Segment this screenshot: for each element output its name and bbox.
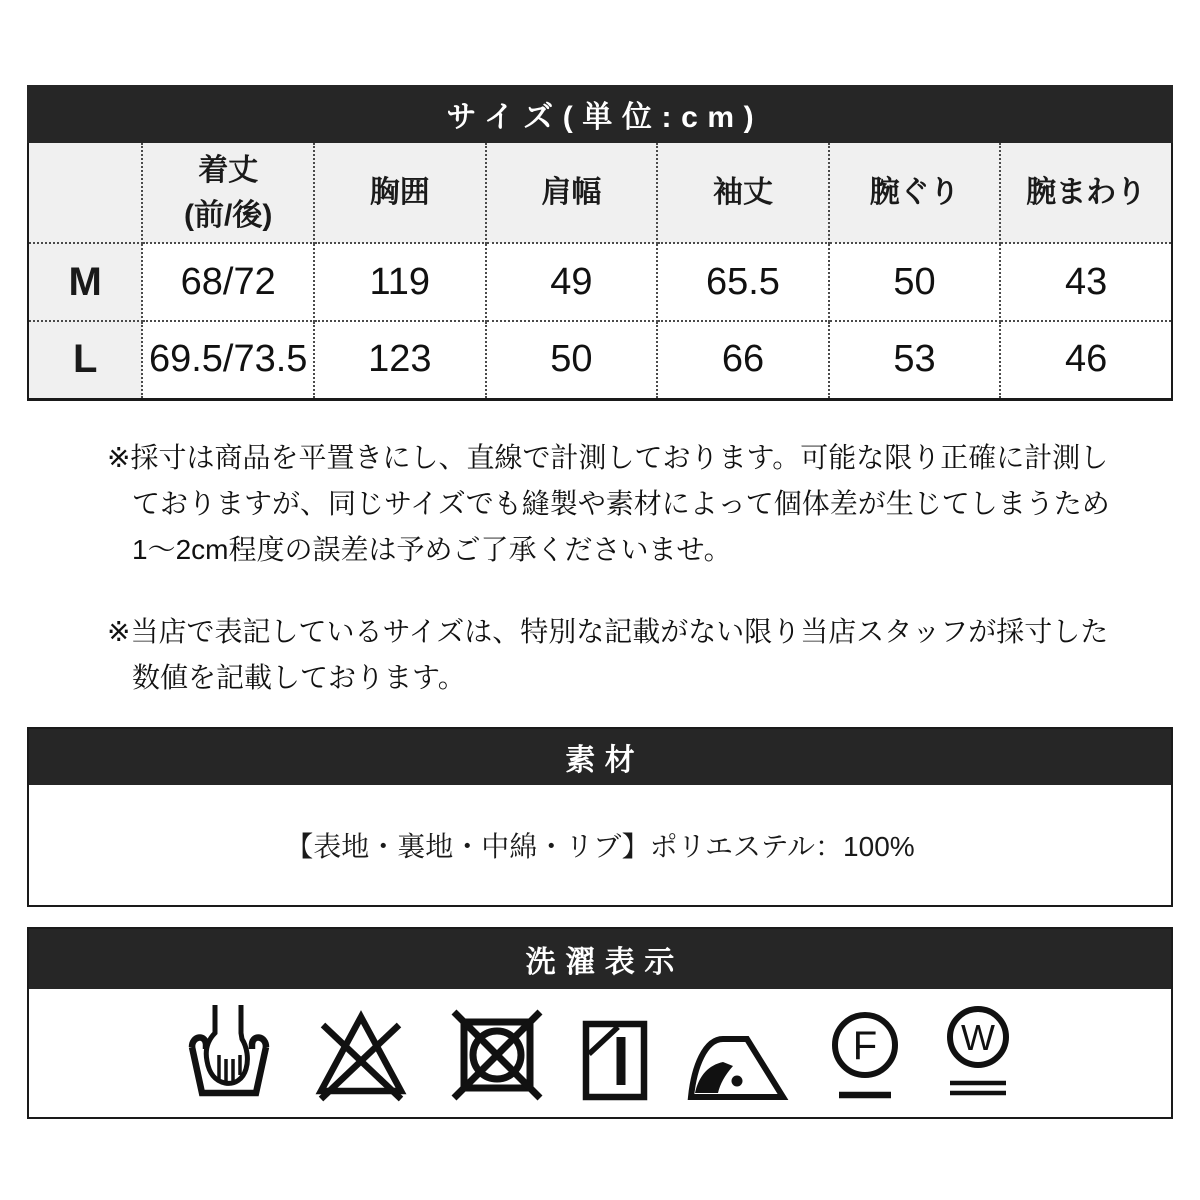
note-line: ※当店で表記しているサイズは、特別な記載がない限り当店スタッフが採寸した [107,615,1109,647]
no-tumble-dry-icon [449,1007,545,1103]
size-value-cell: 119 [314,243,486,321]
size-value-cell: 53 [829,321,1001,399]
size-section [27,85,1173,401]
dry-clean-petroleum-gentle-icon [825,1003,905,1103]
size-table-corner-cell [28,143,142,243]
size-value-cell: 49 [486,243,658,321]
size-row-l [28,321,1172,399]
wet-clean-letter: W [961,1016,995,1058]
measurement-notes [27,401,1173,701]
col-header-shoulder: 肩幅 [486,143,658,243]
col-header-armhole: 腕ぐり [829,143,1001,243]
material-section-title: 素材 [565,743,645,777]
iron-low-heat-one-dot-icon [685,1031,789,1103]
laundry-section [27,927,1173,1119]
wet-clean-gentle-icon [941,1001,1015,1103]
note-line: ておりますが、同じサイズでも縫製や素材によって個体差が生じてしまうため [132,487,1110,519]
col-header-chest: 胸囲 [314,143,486,243]
size-table [27,143,1173,401]
size-section-header [27,85,1173,143]
material-content [29,785,1171,905]
no-bleach-icon [309,1007,413,1103]
note-staff-measured [107,609,1133,701]
size-value-cell: 50 [829,243,1001,321]
col-header-sleeve: 袖丈 [657,143,829,243]
note-measurement-accuracy [107,435,1133,573]
material-text: 【表地・裏地・中綿・リブ】ポリエステル：100% [285,830,915,862]
size-value-cell: 123 [314,321,486,399]
size-value-cell: 46 [1000,321,1172,399]
col-header-body-length: 着丈 (前/後) [142,143,314,243]
size-value-cell: 69.5/73.5 [142,321,314,399]
size-value-cell: 43 [1000,243,1172,321]
laundry-icons-row [29,989,1171,1117]
laundry-section-title: 洗濯表示 [525,945,684,979]
hand-wash-icon [185,1003,273,1103]
note-line: 数値を記載しております。 [132,661,466,693]
laundry-section-header [29,929,1171,989]
material-section [27,727,1173,907]
size-value-cell: 68/72 [142,243,314,321]
size-row-m [28,243,1172,321]
material-section-header [29,729,1171,785]
note-line: ※採寸は商品を平置きにし、直線で計測しております。可能な限り正確に計測し [107,441,1109,473]
note-line: 1〜2cm程度の誤差は予めご了承くださいませ。 [132,533,732,565]
col-header-arm-width: 腕まわり [1000,143,1172,243]
size-value-cell: 66 [657,321,829,399]
size-label-m: M [28,243,142,321]
line-dry-in-shade-icon [581,1017,649,1103]
size-table-header-row [28,143,1172,243]
size-label-l: L [28,321,142,399]
dry-clean-letter: F [852,1023,878,1068]
size-value-cell: 50 [486,321,658,399]
size-section-title: サイズ(単位:cm) [446,101,764,134]
size-value-cell: 65.5 [657,243,829,321]
